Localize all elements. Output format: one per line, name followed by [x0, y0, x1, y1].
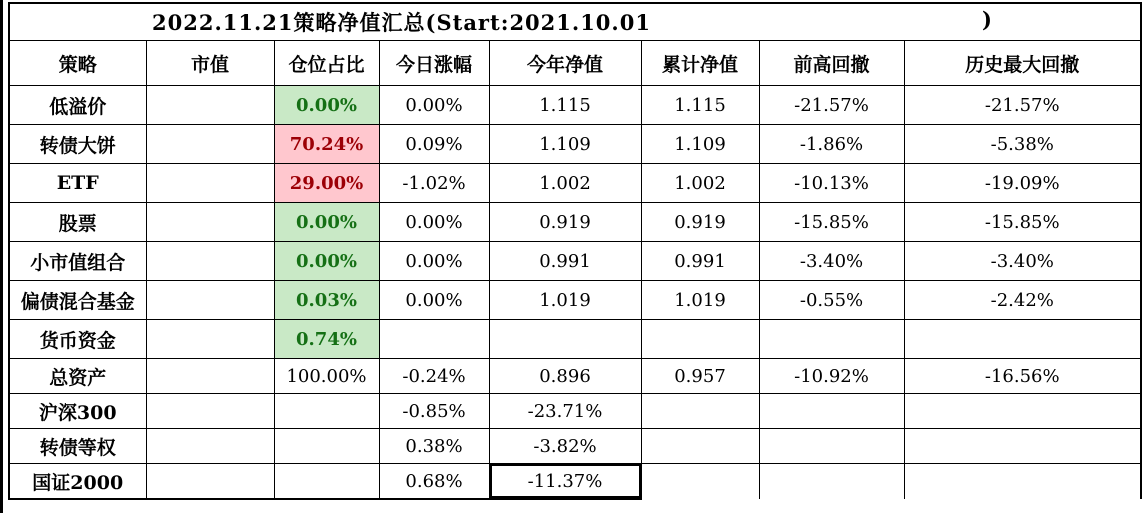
cell-today-change[interactable]: 0.00%	[379, 281, 489, 320]
cell-position-pct[interactable]: 0.03%	[274, 281, 379, 320]
cell-position-pct[interactable]: 0.00%	[274, 203, 379, 242]
cell-cumulative-nav[interactable]	[641, 320, 759, 359]
cell-strategy[interactable]: 转债大饼	[9, 125, 146, 164]
cell-cumulative-nav[interactable]: 1.019	[641, 281, 759, 320]
column-header-cumulative-nav[interactable]: 累计净值	[641, 41, 759, 86]
cell-cumulative-nav[interactable]	[641, 429, 759, 464]
cell-strategy[interactable]: 总资产	[9, 359, 146, 394]
table-row	[9, 359, 1141, 394]
cell-position-pct[interactable]: 100.00%	[274, 359, 379, 394]
window-left-edge	[0, 0, 3, 513]
cell-cumulative-nav[interactable]: 1.109	[641, 125, 759, 164]
cell-drawdown-from-high[interactable]: -15.85%	[759, 203, 904, 242]
column-header-market-value[interactable]: 市值	[146, 41, 274, 86]
cell-position-pct[interactable]: 0.74%	[274, 320, 379, 359]
cell-position-pct[interactable]: 0.00%	[274, 86, 379, 125]
title-close-paren: )	[982, 7, 992, 32]
cell-market-value[interactable]	[146, 242, 274, 281]
table-row	[9, 203, 1141, 242]
column-header-ytd-nav[interactable]: 今年净值	[489, 41, 641, 86]
page-title: 2022.11.21策略净值汇总(Start:2021.10.01	[152, 10, 651, 35]
cell-today-change[interactable]: 0.00%	[379, 242, 489, 281]
cell-strategy[interactable]: 国证2000	[9, 464, 146, 500]
cell-max-historical-drawdown[interactable]: -2.42%	[904, 281, 1141, 320]
column-header-strategy[interactable]: 策略	[9, 41, 146, 86]
cell-today-change[interactable]: -1.02%	[379, 164, 489, 203]
table-row	[9, 429, 1141, 464]
cell-cumulative-nav[interactable]: 0.919	[641, 203, 759, 242]
cell-position-pct[interactable]	[274, 429, 379, 464]
cell-position-pct[interactable]: 0.00%	[274, 242, 379, 281]
cell-max-historical-drawdown[interactable]	[904, 429, 1141, 464]
spreadsheet-area	[8, 2, 1142, 500]
cell-cumulative-nav[interactable]	[641, 464, 759, 500]
cell-today-change[interactable]: 0.09%	[379, 125, 489, 164]
cell-max-historical-drawdown[interactable]	[904, 464, 1141, 500]
cell-market-value[interactable]	[146, 320, 274, 359]
cell-max-historical-drawdown[interactable]	[904, 320, 1141, 359]
cell-ytd-nav[interactable]: 1.115	[489, 86, 641, 125]
cell-ytd-nav[interactable]: 0.896	[489, 359, 641, 394]
table-row	[9, 164, 1141, 203]
cell-position-pct[interactable]: 29.00%	[274, 164, 379, 203]
cell-drawdown-from-high[interactable]	[759, 429, 904, 464]
cell-cumulative-nav[interactable]: 1.002	[641, 164, 759, 203]
cell-ytd-nav[interactable]: -11.37%	[489, 464, 641, 500]
table-row	[9, 281, 1141, 320]
cell-drawdown-from-high[interactable]	[759, 320, 904, 359]
cell-max-historical-drawdown[interactable]: -19.09%	[904, 164, 1141, 203]
cell-strategy[interactable]: 偏债混合基金	[9, 281, 146, 320]
cell-position-pct[interactable]	[274, 394, 379, 429]
cell-ytd-nav[interactable]: 0.919	[489, 203, 641, 242]
cell-market-value[interactable]	[146, 86, 274, 125]
cell-today-change[interactable]	[379, 320, 489, 359]
cell-drawdown-from-high[interactable]: -3.40%	[759, 242, 904, 281]
table-body	[9, 86, 1141, 500]
cell-market-value[interactable]	[146, 164, 274, 203]
cell-today-change[interactable]: -0.85%	[379, 394, 489, 429]
table-row	[9, 242, 1141, 281]
cell-ytd-nav[interactable]	[489, 320, 641, 359]
title-cell[interactable]	[9, 3, 1141, 41]
strategy-summary-table	[8, 2, 1142, 500]
column-header-today-change[interactable]: 今日涨幅	[379, 41, 489, 86]
cell-drawdown-from-high[interactable]: -10.13%	[759, 164, 904, 203]
cell-max-historical-drawdown[interactable]: -16.56%	[904, 359, 1141, 394]
cell-market-value[interactable]	[146, 464, 274, 500]
cell-drawdown-from-high[interactable]: -0.55%	[759, 281, 904, 320]
cell-max-historical-drawdown[interactable]: -5.38%	[904, 125, 1141, 164]
cell-cumulative-nav[interactable]: 1.115	[641, 86, 759, 125]
cell-strategy[interactable]: 转债等权	[9, 429, 146, 464]
cell-max-historical-drawdown[interactable]: -15.85%	[904, 203, 1141, 242]
cell-max-historical-drawdown[interactable]: -21.57%	[904, 86, 1141, 125]
table-row	[9, 394, 1141, 429]
cell-drawdown-from-high[interactable]: -10.92%	[759, 359, 904, 394]
cell-strategy[interactable]: 股票	[9, 203, 146, 242]
cell-market-value[interactable]	[146, 125, 274, 164]
cell-drawdown-from-high[interactable]: -21.57%	[759, 86, 904, 125]
cell-position-pct[interactable]: 70.24%	[274, 125, 379, 164]
cell-today-change[interactable]: 0.68%	[379, 464, 489, 500]
header-row	[9, 41, 1141, 86]
table-row	[9, 464, 1141, 500]
cell-ytd-nav[interactable]: -3.82%	[489, 429, 641, 464]
title-row	[9, 3, 1141, 41]
cell-today-change[interactable]: -0.24%	[379, 359, 489, 394]
cell-strategy[interactable]: 货币资金	[9, 320, 146, 359]
cell-drawdown-from-high[interactable]	[759, 464, 904, 500]
cell-ytd-nav[interactable]: 1.019	[489, 281, 641, 320]
cell-market-value[interactable]	[146, 359, 274, 394]
cell-ytd-nav[interactable]: -23.71%	[489, 394, 641, 429]
table-row	[9, 320, 1141, 359]
column-header-position-pct[interactable]: 仓位占比	[274, 41, 379, 86]
cell-market-value[interactable]	[146, 203, 274, 242]
cell-max-historical-drawdown[interactable]: -3.40%	[904, 242, 1141, 281]
column-header-drawdown-from-high[interactable]: 前高回撤	[759, 41, 904, 86]
cell-market-value[interactable]	[146, 394, 274, 429]
cell-drawdown-from-high[interactable]	[759, 394, 904, 429]
cell-position-pct[interactable]	[274, 464, 379, 500]
cell-market-value[interactable]	[146, 429, 274, 464]
column-header-max-historical-drawdown[interactable]: 历史最大回撤	[904, 41, 1141, 86]
table-row	[9, 86, 1141, 125]
cell-drawdown-from-high[interactable]: -1.86%	[759, 125, 904, 164]
cell-cumulative-nav[interactable]: 0.991	[641, 242, 759, 281]
cell-market-value[interactable]	[146, 281, 274, 320]
cell-ytd-nav[interactable]: 1.002	[489, 164, 641, 203]
cell-today-change[interactable]: 0.00%	[379, 203, 489, 242]
cell-today-change[interactable]: 0.38%	[379, 429, 489, 464]
cell-max-historical-drawdown[interactable]	[904, 394, 1141, 429]
cell-cumulative-nav[interactable]: 0.957	[641, 359, 759, 394]
table-row	[9, 125, 1141, 164]
cell-strategy[interactable]: 小市值组合	[9, 242, 146, 281]
cell-ytd-nav[interactable]: 1.109	[489, 125, 641, 164]
cell-cumulative-nav[interactable]	[641, 394, 759, 429]
cell-strategy[interactable]: ETF	[9, 164, 146, 203]
cell-strategy[interactable]: 沪深300	[9, 394, 146, 429]
cell-ytd-nav[interactable]: 0.991	[489, 242, 641, 281]
cell-strategy[interactable]: 低溢价	[9, 86, 146, 125]
cell-today-change[interactable]: 0.00%	[379, 86, 489, 125]
